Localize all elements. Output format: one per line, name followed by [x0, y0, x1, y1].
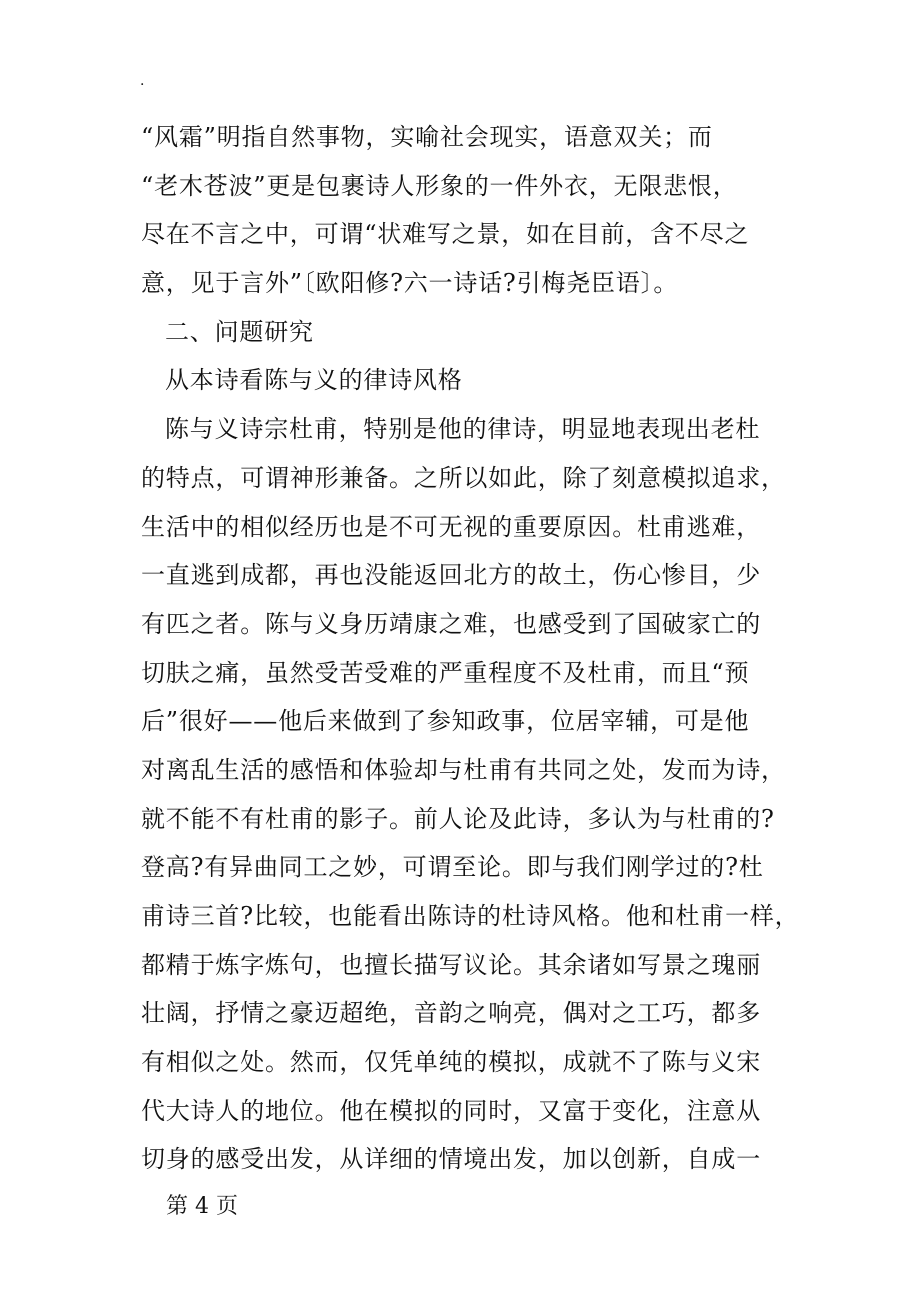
text-line: 都精于炼字炼句，也擅长描写议论。其余诸如写景之瑰丽	[141, 950, 761, 979]
text-line: 对离乱生活的感悟和体验却与杜甫有共同之处，发而为诗，	[141, 755, 786, 784]
text-line: 就不能不有杜甫的影子。前人论及此诗，多认为与杜甫的?	[141, 804, 775, 833]
text-line: 代大诗人的地位。他在模拟的同时，又富于变化，注意从	[141, 1096, 761, 1125]
text-line: 二、问题研究	[165, 317, 314, 346]
text-line: 壮阔，抒情之豪迈超绝，音韵之响亮，偶对之工巧，都多	[141, 999, 761, 1028]
text-line: 意，见于言外”〔欧阳修?六一诗话?引梅尧臣语〕。	[141, 269, 679, 298]
text-line: 后”很好——他后来做到了参知政事，位居宰辅，可是他	[141, 707, 750, 736]
text-line: “风霜”明指自然事物，实喻社会现实，语意双关；而	[141, 123, 713, 151]
page-marker: ·	[140, 77, 145, 93]
text-line: 陈与义诗宗杜甫，特别是他的律诗，明显地表现出老杜	[165, 415, 761, 444]
text-line: 的特点，可谓神形兼备。之所以如此，除了刻意模拟追求，	[141, 463, 786, 492]
text-line: 登高?有异曲同工之妙，可谓至论。即与我们刚学过的?杜	[141, 853, 764, 882]
text-line: 生活中的相似经历也是不可无视的重要原因。杜甫逃难，	[141, 512, 761, 541]
text-line: “老木苍波”更是包裹诗人形象的一件外衣，无限悲恨，	[141, 171, 738, 200]
text-line: 有相似之处。然而，仅凭单纯的模拟，成就不了陈与义宋	[141, 1048, 761, 1077]
text-line: 从本诗看陈与义的律诗风格	[165, 366, 463, 395]
page-number: 第 4 页	[166, 1194, 238, 1219]
text-line: 尽在不言之中，可谓“状难写之景，如在目前，含不尽之	[141, 220, 750, 249]
text-line: 有匹之者。陈与义身历靖康之难，也感受到了国破家亡的	[141, 609, 761, 638]
body-text	[141, 113, 801, 1184]
text-line: 切肤之痛，虽然受苦受难的严重程度不及杜甫，而且“预	[141, 658, 750, 687]
text-line: 切身的感受出发，从详细的情境出发，加以创新，自成一	[141, 1145, 761, 1174]
text-line: 一直逃到成都，再也没能返回北方的故土，伤心惨目，少	[141, 561, 761, 590]
text-line: 甫诗三首?比较，也能看出陈诗的杜诗风格。他和杜甫一样，	[141, 902, 800, 930]
